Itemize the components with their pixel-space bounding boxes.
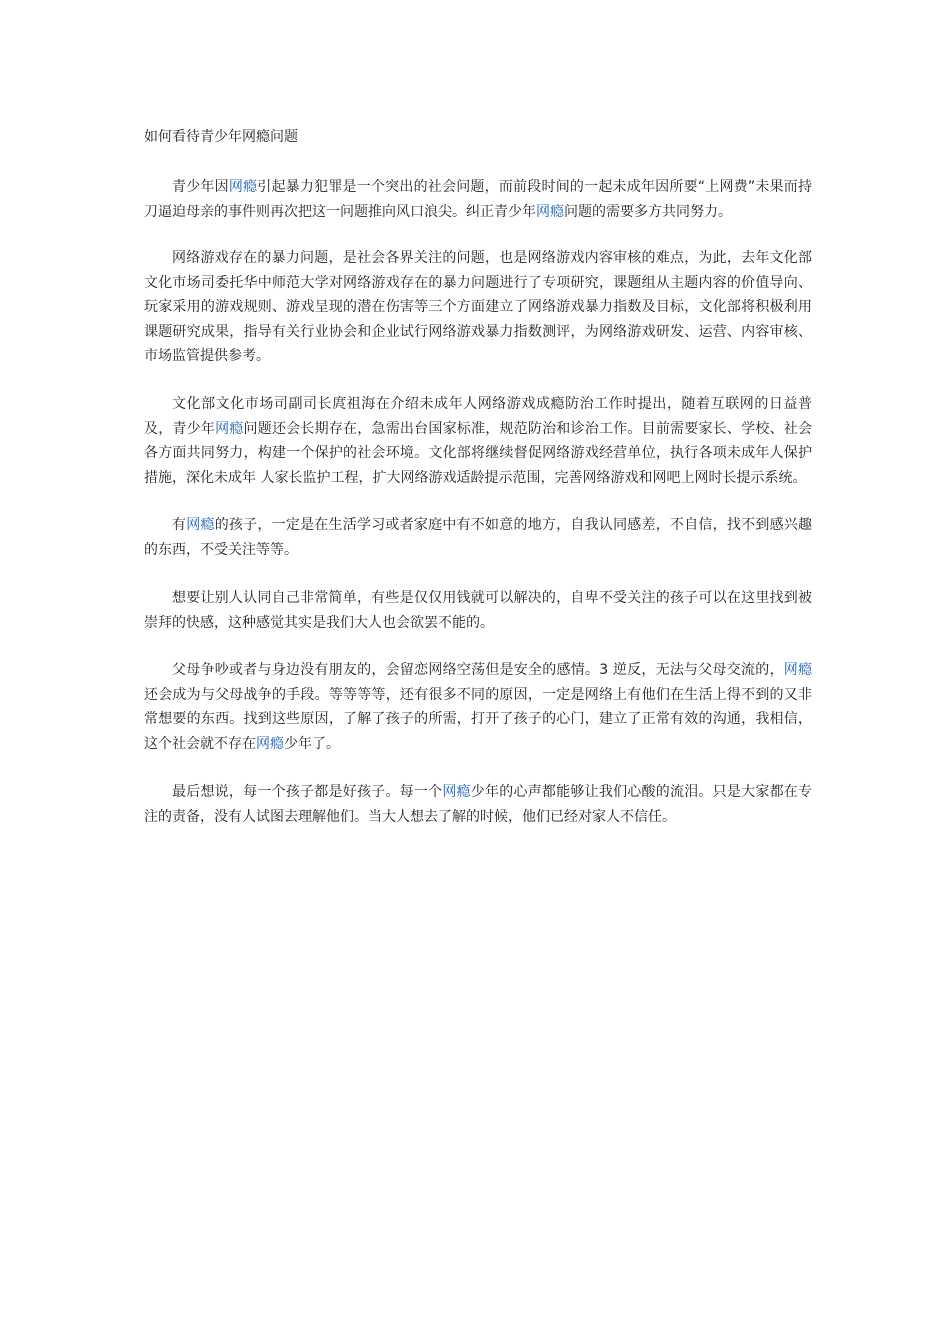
paragraph-text: 少年了。 <box>284 735 340 752</box>
paragraph-text: 网络游戏存在的暴力问题，是社会各界关注的问题，也是网络游戏内容审核的难点，为此，去年文化部文化市场司委托华中师范大学对网络游戏存在的暴力问题进行了专项研究，课题组从主题内容的价值导向、玩家采用的游戏规则、游戏呈现的潜在伤害等三个方面建立了网络游戏暴力指数及目标，文化部将积极利用课题研究成果，指导有关行业协会和企业试行网络游戏暴力指数测评，为网络游戏研发、运营、内容审核、市场监管提供参考。 <box>144 250 812 364</box>
paragraph-text: 文化部文化市场司副司长庹祖海在介绍未成年人网络游戏成瘾防治工作时提出，随着互联网的日益普及，青少年 <box>144 396 812 437</box>
paragraph-4 <box>144 513 812 562</box>
paragraph-3 <box>144 392 812 490</box>
keyword-link[interactable]: 网瘾 <box>228 179 258 195</box>
paragraph-6 <box>144 658 812 756</box>
keyword-link[interactable]: 网瘾 <box>442 784 471 800</box>
paragraph-text: 最后想说，每一个孩子都是好孩子。每一个 <box>172 784 443 800</box>
paragraph-text: 引起暴力犯罪是一个突出的社会问题，而前段时间的一起未成年因所要“上网费”未果而持刀逼迫母亲的事件则再次把这一问题推向风口浪尖。纠正青少年 <box>144 179 812 220</box>
paragraph-7 <box>144 780 812 829</box>
paragraph-5 <box>144 586 812 635</box>
paragraph-text: 父母争吵或者与身边没有朋友的，会留恋网络空荡但是安全的感情。3 逆反，无法与父母交流的， <box>172 662 784 678</box>
keyword-link[interactable]: 网瘾 <box>215 420 244 437</box>
paragraph-text: 的孩子，一定是在生活学习或者家庭中有不如意的地方，自我认同感差，不自信，找不到感兴趣的东西，不受关注等等。 <box>144 517 813 558</box>
paragraph-2 <box>144 246 812 369</box>
paragraph-1 <box>144 175 812 224</box>
keyword-link[interactable]: 网瘾 <box>783 662 813 678</box>
paragraph-text: 少年的心声都能够让我们心酸的流泪。只是大家都在专注的责备，没有人试图去理解他们。当大人想去了解的时候，他们已经对家人不信任。 <box>144 784 813 825</box>
paragraph-text: 还会成为与父母战争的手段。等等等等，还有很多不同的原因，一定是网络上有他们在生活上得不到的又非常想要的东西。找到这些原因，了解了孩子的所需，打开了孩子的心门，建立了正常有效的沟通，我相信，这个社会就不存在 <box>144 686 812 752</box>
paragraph-text: 青少年因 <box>172 179 229 195</box>
paragraph-text: 想要让别人认同自己非常简单，有些是仅仅用钱就可以解决的，自卑不受关注的孩子可以在这里找到被崇拜的快感，这种感觉其实是我们大人也会欲罢不能的。 <box>144 590 812 631</box>
paragraph-text: 有 <box>172 517 187 533</box>
document-title: 如何看待青少年网瘾问题 <box>144 129 298 145</box>
paragraph-text: 问题还会长期存在，急需出台国家标准，规范防治和诊治工作。目前需要家长、学校、社会各方面共同努力，构建一个保护的社会环境。文化部将继续督促网络游戏经营单位，执行各项未成年人保护措施，深化未成年 人家长监护工程，扩大网络游戏适龄提示范围，完善网络游戏和网吧上网时长提示系统。 <box>144 420 813 486</box>
keyword-link[interactable]: 网瘾 <box>186 517 215 533</box>
paragraph-text: 问题的需要多方共同努力。 <box>564 203 732 220</box>
keyword-link[interactable]: 网瘾 <box>536 203 564 220</box>
keyword-link[interactable]: 网瘾 <box>256 735 284 752</box>
